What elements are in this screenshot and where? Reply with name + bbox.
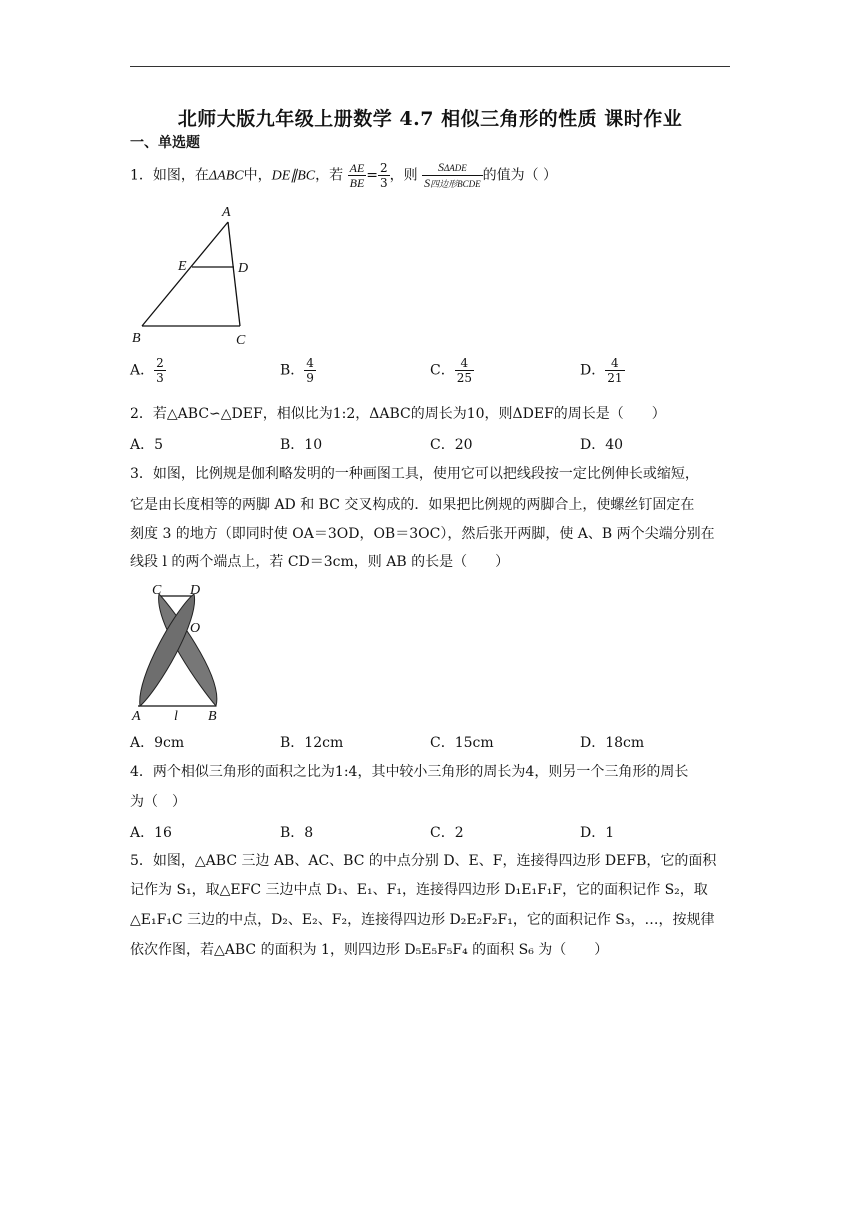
q3-proportional-compass-figure [128,580,238,725]
q3-option-a[interactable]: A．9cm [130,735,185,751]
question-3-line-4: 线段 l 的两个端点上，若 CD＝3cm，则 AB 的长是（ ） [130,554,510,570]
question-4-line-2: 为（ ） [130,794,186,810]
q1-ruo: ，若 [315,167,344,184]
label-O: O [190,621,201,636]
question-2: 2．若△ABC∽△DEF，相似比为1:2，ΔABC的周长为10，则ΔDEF的周长是（ ） [130,406,666,422]
label-C: C [152,583,162,598]
q1-option-c[interactable]: C． $\frac{4}{25}$ [430,356,472,385]
question-4-line-1: 4．两个相似三角形的面积之比为1:4，其中较小三角形的周长为4，则另一个三角形的周长 [130,764,689,780]
q1-equals: = [366,167,379,184]
page-title: 北师大版九年级上册数学 4.7 相似三角形的性质 课时作业 [177,108,683,130]
q1-option-d[interactable]: D． $\frac{4}{21}$ [580,356,623,385]
q1-option-a[interactable]: A． $\frac{2}{3}$ [130,356,164,385]
q1-condition: DE∥BC [271,168,316,184]
question-3-line-3: 刻度 3 的地方（即同时使 OA＝3OD，OB＝3OC），然后张开两脚，使 A、B 两个尖端分别在 [130,526,715,542]
q1-triangle-figure [128,200,268,350]
q1-suffix: 的值为（ ） [482,167,558,184]
q4-option-a[interactable]: A．16 [130,825,172,841]
question-5-line-4: 依次作图，若△ABC 的面积为 1，则四边形 D₅E₅F₅F₄ 的面积 S₆ 为（ ） [130,942,609,958]
question-1 [130,160,730,192]
q2-option-c[interactable]: C．20 [430,437,473,453]
q3-option-c[interactable]: C．15cm [430,735,494,751]
q4-option-d[interactable]: D．1 [580,825,615,841]
label-C: C [236,333,246,348]
q3-option-d[interactable]: D．18cm [580,735,645,751]
label-D: D [238,261,249,276]
q4-option-b[interactable]: B．8 [280,825,314,841]
question-5-line-1: 5．如图，△ABC 三边 AB、AC、BC 的中点分别 D、E、F，连接得四边形 DEFB，它的面积 [130,853,717,869]
header-rule [130,66,730,67]
q1-triangle: ΔABC [208,168,244,184]
q4-option-c[interactable]: C．2 [430,825,464,841]
question-5-line-3: △E₁F₁C 三边的中点，D₂、E₂、F₂，连接得四边形 D₂E₂F₂F₁，它的面积记作 S₃，…，按规律 [130,912,715,928]
q1-fraction-value: $\frac{2}{3}$ [380,161,388,190]
q1-fraction-ratio: $\frac{AE}{BE}$ [349,161,365,190]
label-A: A [222,205,231,220]
question-3-line-2: 它是由长度相等的两脚 AD 和 BC 交叉构成的．如果把比例规的两脚合上，使螺丝钉固定在 [130,497,695,513]
q2-option-d[interactable]: D．40 [580,437,624,453]
question-3-line-1: 3．如图，比例规是伽利略发明的一种画图工具，使用它可以把线段按一定比例伸长或缩短， [130,466,699,482]
q1-prefix: 1．如图，在 [130,167,209,184]
label-A: A [132,709,141,724]
q1-mid: 中， [243,167,272,184]
label-l: l [174,709,178,724]
q1-ze: ，则 [389,167,418,184]
label-B: B [132,331,141,346]
label-D: D [190,583,201,598]
q2-option-a[interactable]: A．5 [130,437,164,453]
label-B: B [208,709,217,724]
q1-fraction-area: $\frac{\text{SΔADE}}{\text{S四边形BCDE}}$ [424,160,481,190]
label-E: E [178,259,187,274]
q3-option-b[interactable]: B．12cm [280,735,344,751]
q1-option-b[interactable]: B． $\frac{4}{9}$ [280,356,314,385]
question-5-line-2: 记作为 S₁，取△EFC 三边中点 D₁、E₁、F₁，连接得四边形 D₁E₁F₁F，它的面积记作 S₂，取 [130,882,708,898]
section-heading: 一、单选题 [130,135,200,151]
q2-option-b[interactable]: B．10 [280,437,323,453]
